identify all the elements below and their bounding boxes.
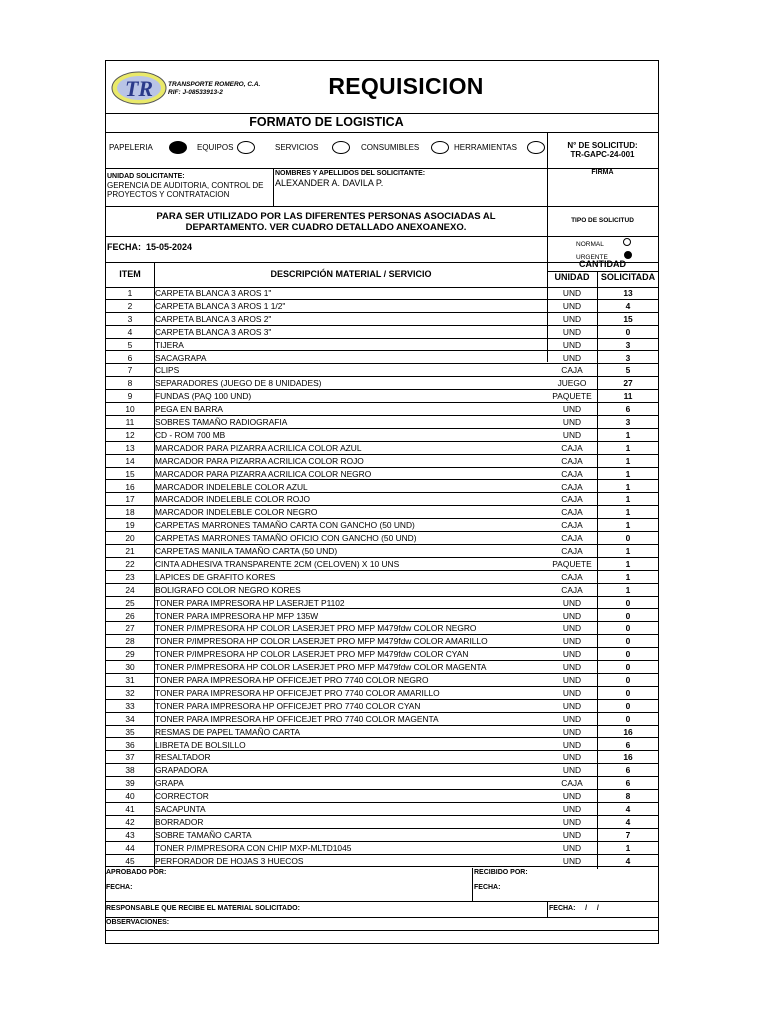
requesting-unit: UNIDAD SOLICITANTE: GERENCIA DE AUDITORIA, CONTROL DE PROYECTOS Y CONTRATACION: [107, 173, 264, 199]
item-quantity[interactable]: 1: [625, 842, 631, 853]
table-row: [106, 597, 658, 610]
divider: [106, 206, 658, 207]
item-number: 26: [125, 610, 135, 621]
item-unit: UND: [562, 339, 582, 350]
item-quantity[interactable]: 4: [625, 816, 631, 827]
company-name: TRANSPORTE ROMERO, C.A.: [168, 81, 261, 88]
item-number: 10: [125, 404, 135, 415]
item-quantity[interactable]: 8: [625, 791, 631, 802]
item-description: SEPARADORES (JUEGO DE 8 UNIDADES): [155, 378, 322, 389]
item-unit: CAJA: [561, 520, 583, 531]
item-description: CARPETA BLANCA 3 AROS 1": [155, 288, 272, 298]
item-description: MARCADOR PARA PIZARRA ACRILICA COLOR ROJO: [155, 455, 364, 466]
item-number: 29: [125, 649, 135, 660]
item-description: SACAGRAPA: [155, 352, 207, 363]
item-description: MARCADOR PARA PIZARRA ACRILICA COLOR AZUL: [155, 442, 362, 453]
table-row: [106, 352, 658, 365]
table-row: [106, 829, 658, 842]
item-description: LAPICES DE GRAFITO KORES: [155, 571, 276, 582]
table-row: [106, 377, 658, 390]
header-quantity: CANTIDAD: [579, 259, 626, 269]
item-unit: UND: [562, 791, 582, 802]
table-row: [106, 674, 658, 687]
radio-empty-icon: [623, 238, 631, 246]
item-unit: CAJA: [561, 546, 583, 556]
page-subtitle: FORMATO DE LOGISTICA: [249, 115, 404, 129]
item-description: CARPETAS MANILA TAMAÑO CARTA (50 UND): [155, 546, 338, 556]
item-description: BORRADOR: [155, 816, 204, 827]
item-unit: CAJA: [561, 507, 583, 518]
table-row: [106, 313, 658, 326]
logo-text: TR: [124, 76, 154, 101]
item-unit: UND: [562, 855, 582, 866]
item-unit: UND: [562, 816, 582, 827]
table-row: [106, 751, 658, 764]
radio-filled-icon: [624, 251, 632, 259]
item-unit: CAJA: [561, 533, 583, 544]
item-unit: UND: [562, 765, 582, 776]
responsible-receiver: RESPONSABLE QUE RECIBE EL MATERIAL SOLICITADO:: [106, 905, 300, 912]
item-description: MARCADOR INDELEBLE COLOR NEGRO: [155, 507, 318, 518]
item-number: 43: [125, 829, 135, 840]
item-description: TONER PARA IMPRESORA HP OFFICEJET PRO 7740 COLOR CYAN: [155, 700, 421, 711]
item-quantity[interactable]: 1: [625, 584, 631, 595]
table-row: [106, 416, 658, 429]
item-number: 16: [125, 481, 135, 492]
received-by: RECIBIDO POR:: [474, 869, 528, 876]
radio-filled-icon: [169, 141, 187, 154]
item-quantity[interactable]: 13: [623, 288, 633, 298]
item-description: CARPETA BLANCA 3 AROS 3": [155, 326, 272, 337]
item-unit: CAJA: [561, 571, 583, 582]
company-info: [168, 81, 260, 97]
item-quantity[interactable]: 16: [623, 726, 633, 737]
category-label: CONSUMIBLES: [361, 143, 420, 152]
table-row: [106, 790, 658, 803]
table-row: [106, 777, 658, 790]
category-label: PAPELERIA: [109, 143, 153, 152]
item-description: BOLIGRAFO COLOR NEGRO KORES: [155, 584, 301, 595]
table-row: [106, 571, 658, 584]
item-description: TONER PARA IMPRESORA HP LASERJET P1102: [155, 597, 345, 608]
item-quantity[interactable]: 27: [623, 378, 633, 389]
item-number: 5: [127, 339, 133, 350]
observations: OBSERVACIONES:: [106, 919, 170, 926]
item-description: TONER P/IMPRESORA HP COLOR LASERJET PRO MFP M479fdw COLOR AMARILLO: [155, 636, 488, 647]
category-label: EQUIPOS: [197, 143, 234, 152]
item-quantity[interactable]: 16: [623, 752, 633, 763]
receipt-date: FECHA: / /: [549, 905, 599, 912]
table-row: [106, 455, 658, 468]
table-row: [106, 468, 658, 481]
requester-name[interactable]: ALEXANDER A. DAVILA P.: [275, 178, 384, 188]
item-number: 15: [125, 468, 135, 479]
item-description: CD - ROM 700 MB: [155, 429, 226, 440]
table-row: [106, 532, 658, 545]
item-unit: CAJA: [561, 584, 583, 595]
category-label: HERRAMIENTAS: [454, 143, 517, 152]
item-number: 23: [125, 571, 135, 582]
item-quantity[interactable]: 0: [625, 687, 631, 698]
item-unit: UND: [562, 300, 582, 311]
item-description: RESMAS DE PAPEL TAMAÑO CARTA: [155, 726, 301, 737]
item-unit: CAJA: [561, 442, 583, 453]
item-description: TONER P/IMPRESORA HP COLOR LASERJET PRO MFP M479fdw COLOR CYAN: [155, 649, 469, 660]
item-number: 39: [125, 778, 135, 789]
item-description: SACAPUNTA: [155, 804, 206, 814]
table-row: [106, 855, 658, 868]
table-row: [106, 364, 658, 377]
item-description: GRAPA: [155, 778, 184, 789]
table-row: [106, 816, 658, 829]
item-number: 11: [125, 417, 135, 427]
item-number: 44: [125, 842, 135, 853]
item-quantity[interactable]: 1: [625, 481, 631, 492]
table-row: [106, 519, 658, 532]
requester: NOMBRES Y APELLIDOS DEL SOLICITANTE: ALEXANDER A. DAVILA P.: [275, 170, 545, 188]
item-description: RESALTADOR: [155, 752, 211, 763]
table-row: [106, 429, 658, 442]
item-quantity[interactable]: 0: [625, 610, 631, 621]
table-row: [106, 326, 658, 339]
item-quantity[interactable]: 1: [625, 429, 631, 440]
item-number: 7: [127, 365, 133, 376]
table-row: [106, 300, 658, 313]
item-number: 2: [127, 300, 133, 311]
item-description: PERFORADOR DE HOJAS 3 HUECOS: [155, 855, 304, 866]
item-number: 17: [125, 494, 135, 505]
signature-label: FIRMA: [591, 169, 614, 176]
item-description: PEGA EN BARRA: [155, 404, 223, 415]
table-row: [106, 661, 658, 674]
item-number: 33: [125, 700, 135, 711]
item-description: TONER P/IMPRESORA CON CHIP MXP-MLTD1045: [155, 842, 352, 853]
item-description: TONER PARA IMPRESORA HP OFFICEJET PRO 7740 COLOR MAGENTA: [155, 713, 439, 724]
item-quantity[interactable]: 3: [625, 417, 631, 427]
item-number: 6: [127, 352, 133, 363]
item-quantity[interactable]: 6: [625, 765, 631, 776]
requisition-form: [105, 60, 659, 944]
header-requested: SOLICITADA: [600, 272, 656, 282]
item-unit: UND: [562, 313, 582, 324]
item-unit: CAJA: [561, 365, 583, 376]
item-quantity[interactable]: 0: [625, 623, 631, 634]
item-description: CORRECTOR: [155, 791, 209, 802]
item-number: 35: [125, 726, 135, 737]
item-quantity[interactable]: 4: [625, 300, 631, 311]
item-number: 45: [125, 855, 135, 866]
item-quantity[interactable]: 6: [625, 404, 631, 415]
item-description: TONER PARA IMPRESORA HP OFFICEJET PRO 7740 COLOR NEGRO: [155, 675, 429, 685]
urgency-normal[interactable]: NORMAL: [576, 238, 632, 251]
item-quantity[interactable]: 0: [625, 326, 631, 337]
item-number: 13: [125, 442, 135, 453]
header-item: ITEM: [119, 269, 141, 279]
item-description: FUNDAS (PAQ 100 UND): [155, 391, 252, 402]
item-unit: UND: [562, 804, 582, 814]
item-quantity[interactable]: 5: [625, 365, 631, 376]
item-quantity[interactable]: 3: [625, 352, 631, 363]
table-row: [106, 493, 658, 506]
item-quantity[interactable]: 1: [625, 468, 631, 479]
table-row: [106, 648, 658, 661]
item-number: 3: [127, 313, 133, 324]
radio-empty-icon: [332, 141, 350, 154]
item-quantity[interactable]: 7: [625, 829, 631, 840]
item-unit: UND: [562, 739, 582, 750]
item-quantity[interactable]: 0: [625, 533, 631, 544]
table-row: [106, 558, 658, 571]
table-row: [106, 700, 658, 713]
category-herramientas[interactable]: [454, 141, 545, 154]
item-number: 28: [125, 636, 135, 647]
item-number: 31: [125, 675, 135, 685]
radio-empty-icon: [237, 141, 255, 154]
item-number: 21: [125, 546, 135, 556]
radio-empty-icon: [527, 141, 545, 154]
table-row: [106, 635, 658, 648]
item-unit: UND: [562, 417, 582, 427]
item-quantity[interactable]: 1: [625, 520, 631, 531]
item-description: CLIPS: [155, 365, 180, 376]
item-unit: CAJA: [561, 494, 583, 505]
table-row: [106, 764, 658, 777]
item-description: TONER PARA IMPRESORA HP MFP 135W: [155, 610, 319, 621]
request-date: FECHA: 15-05-2024: [107, 242, 193, 252]
item-description: TIJERA: [155, 339, 184, 350]
page-title: REQUISICION: [328, 73, 484, 99]
item-unit: UND: [562, 649, 582, 660]
item-quantity[interactable]: 11: [623, 391, 633, 402]
item-unit: UND: [562, 326, 582, 337]
item-unit: UND: [562, 636, 582, 647]
item-unit: UND: [562, 429, 582, 440]
item-quantity[interactable]: 1: [625, 455, 631, 466]
item-description: CARPETA BLANCA 3 AROS 1 1/2": [155, 300, 286, 311]
divider: [106, 132, 658, 133]
item-quantity[interactable]: 3: [625, 339, 631, 350]
item-description: LIBRETA DE BOLSILLO: [155, 739, 246, 750]
item-number: 8: [127, 378, 133, 389]
item-quantity[interactable]: 0: [625, 649, 631, 660]
table-row: [106, 713, 658, 726]
item-unit: PAQUETE: [552, 391, 592, 402]
request-type-label: TIPO DE SOLICITUD: [571, 217, 634, 224]
item-unit: UND: [562, 829, 582, 840]
item-quantity[interactable]: 1: [625, 546, 631, 556]
item-number: 25: [125, 597, 135, 608]
item-unit: UND: [562, 700, 582, 711]
item-quantity[interactable]: 4: [625, 855, 631, 866]
category-consumibles[interactable]: [361, 141, 449, 154]
item-quantity[interactable]: 1: [625, 571, 631, 582]
item-unit: UND: [562, 288, 582, 298]
item-number: 38: [125, 765, 135, 776]
table-row: [106, 390, 658, 403]
header-unit: UNIDAD: [554, 272, 590, 282]
item-unit: UND: [562, 726, 582, 737]
table-row: [106, 687, 658, 700]
table-row: [106, 610, 658, 623]
approved-date: FECHA:: [106, 884, 133, 891]
item-unit: UND: [562, 675, 582, 685]
urgency-urgent[interactable]: URGENTE: [576, 251, 632, 264]
item-unit: CAJA: [561, 481, 583, 492]
item-unit: CAJA: [561, 778, 583, 789]
received-date: FECHA:: [474, 884, 501, 891]
item-description: MARCADOR INDELEBLE COLOR AZUL: [155, 481, 308, 492]
category-label: SERVICIOS: [275, 143, 319, 152]
item-description: CARPETA BLANCA 3 AROS 2": [155, 313, 272, 324]
item-number: 24: [125, 584, 135, 595]
item-unit: UND: [562, 610, 582, 621]
item-number: 12: [125, 429, 135, 440]
item-number: 4: [127, 326, 133, 337]
item-number: 34: [125, 713, 135, 724]
company-logo: [110, 69, 168, 107]
item-number: 1: [127, 288, 133, 298]
item-unit: UND: [562, 842, 582, 853]
category-papeleria[interactable]: [109, 141, 187, 154]
table-row: [106, 584, 658, 597]
item-quantity[interactable]: 1: [625, 558, 631, 569]
item-unit: PAQUETE: [552, 558, 592, 569]
item-quantity[interactable]: 6: [625, 778, 631, 789]
item-quantity[interactable]: 0: [625, 700, 631, 711]
item-number: 30: [125, 662, 135, 673]
item-description: TONER P/IMPRESORA HP COLOR LASERJET PRO MFP M479fdw COLOR MAGENTA: [155, 662, 487, 673]
item-description: CARPETAS MARRONES TAMAÑO CARTA CON GANCHO (50 UND): [155, 520, 415, 531]
table-row: [106, 622, 658, 635]
item-quantity[interactable]: 0: [625, 675, 631, 685]
date-value[interactable]: 15-05-2024: [146, 242, 193, 252]
item-unit: UND: [562, 713, 582, 724]
item-number: 20: [125, 533, 135, 544]
table-row: [106, 726, 658, 739]
item-description: CINTA ADHESIVA TRANSPARENTE 2CM (CELOVEN) X 10 UNS: [155, 558, 400, 569]
item-unit: UND: [562, 404, 582, 415]
header-description: DESCRIPCIÓN MATERIAL / SERVICIO: [270, 269, 432, 279]
item-quantity[interactable]: 1: [625, 507, 631, 518]
category-servicios[interactable]: [275, 141, 350, 154]
item-number: 19: [125, 520, 135, 531]
item-description: MARCADOR PARA PIZARRA ACRILICA COLOR NEGRO: [155, 468, 372, 479]
item-description: MARCADOR INDELEBLE COLOR ROJO: [155, 494, 310, 505]
item-number: 9: [127, 391, 133, 402]
item-unit: CAJA: [561, 468, 583, 479]
item-number: 41: [125, 804, 135, 814]
item-number: 14: [125, 455, 135, 466]
item-number: 22: [125, 558, 135, 569]
item-quantity[interactable]: 6: [625, 739, 631, 750]
item-unit: UND: [562, 752, 582, 763]
approved-by: APROBADO POR:: [106, 869, 167, 876]
item-quantity[interactable]: 15: [623, 313, 633, 324]
item-unit: UND: [562, 623, 582, 634]
item-quantity[interactable]: 0: [625, 636, 631, 647]
item-quantity[interactable]: 0: [625, 597, 631, 608]
usage-notice: PARA SER UTILIZADO POR LAS DIFERENTES PERSONAS ASOCIADAS AL DEPARTAMENTO. VER CUADRO DETALLADO ANEXOANEXO.: [156, 211, 496, 233]
table-row: [106, 287, 658, 300]
table-row: [106, 842, 658, 855]
divider: [106, 113, 658, 114]
item-number: 32: [125, 687, 135, 698]
item-unit: UND: [562, 352, 582, 363]
item-number: 40: [125, 791, 135, 802]
table-row: [106, 442, 658, 455]
item-unit: CAJA: [561, 455, 583, 466]
item-unit: UND: [562, 687, 582, 698]
item-quantity[interactable]: 1: [625, 494, 631, 505]
table-row: [106, 739, 658, 752]
table-row: [106, 545, 658, 558]
item-description: SOBRES TAMAÑO RADIOGRAFIA: [155, 417, 288, 427]
item-description: SOBRE TAMAÑO CARTA: [155, 829, 252, 840]
table-row: [106, 339, 658, 352]
item-unit: UND: [562, 597, 582, 608]
item-unit: UND: [562, 662, 582, 673]
table-row: [106, 803, 658, 816]
item-number: 42: [125, 816, 135, 827]
radio-empty-icon: [431, 141, 449, 154]
item-number: 37: [125, 752, 135, 763]
item-number: 18: [125, 507, 135, 518]
table-row: [106, 403, 658, 416]
table-row: [106, 481, 658, 494]
item-description: TONER PARA IMPRESORA HP OFFICEJET PRO 7740 COLOR AMARILLO: [155, 687, 440, 698]
item-description: CARPETAS MARRONES TAMAÑO OFICIO CON GANCHO (50 UND): [155, 533, 417, 544]
item-description: GRAPADORA: [155, 765, 208, 776]
company-rif: RIF: J-08533913-2: [168, 89, 223, 96]
item-description: TONER P/IMPRESORA HP COLOR LASERJET PRO MFP M479fdw COLOR NEGRO: [155, 623, 477, 634]
item-quantity[interactable]: 0: [625, 713, 631, 724]
item-quantity[interactable]: 4: [625, 804, 631, 814]
item-quantity[interactable]: 0: [625, 662, 631, 673]
category-equipos[interactable]: [197, 141, 255, 154]
item-unit: JUEGO: [557, 378, 587, 389]
item-number: 27: [125, 623, 135, 634]
request-number: N° DE SOLICITUD: TR-GAPC-24-001: [567, 141, 638, 159]
table-row: [106, 506, 658, 519]
item-number: 36: [125, 739, 135, 750]
item-quantity[interactable]: 1: [625, 442, 631, 453]
